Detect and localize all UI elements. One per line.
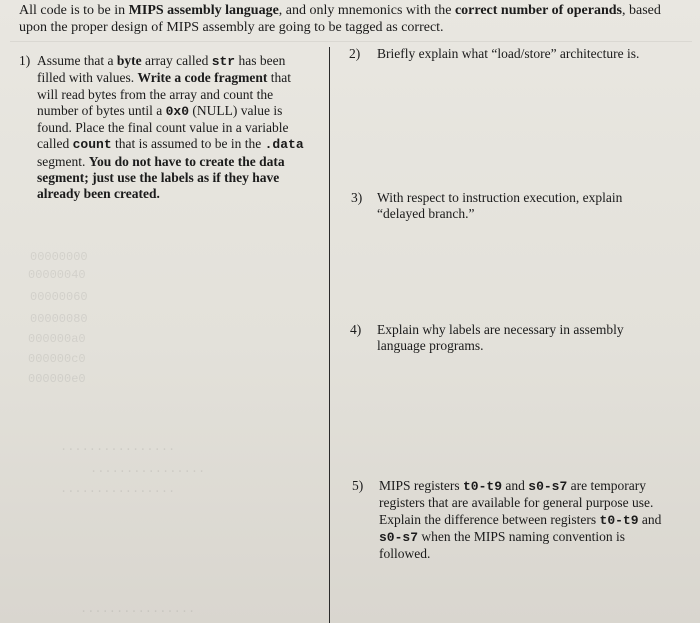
text-run-bold: byte — [116, 53, 142, 68]
text-run: has been filled with values. — [37, 53, 286, 86]
question-number: 5) — [352, 478, 364, 493]
text-run: and — [638, 511, 662, 527]
question-text: Explain why labels are necessary in assembly language programs. — [377, 322, 624, 354]
code-data-segment: .data — [264, 137, 304, 153]
instructions-text: All code is to be in — [19, 3, 129, 18]
instructions-emphasis-mips: MIPS assembly language — [128, 3, 279, 18]
header-underline — [10, 41, 692, 42]
code-label-str: str — [211, 54, 236, 69]
question-text — [379, 478, 671, 562]
code-registers-s: s0-s7 — [528, 479, 568, 494]
instructions-text: , and only mnemonics with the — [278, 3, 455, 18]
code-null-value: 0x0 — [165, 103, 190, 119]
question-number: 1) — [19, 53, 31, 68]
text-run-bold: You do not have to create the data segment; just use the labels as if they have already been created. — [37, 153, 285, 202]
text-run: that is assumed to be in the — [111, 136, 265, 152]
text-run: and — [502, 478, 529, 493]
question-text: Briefly explain what “load/store” architecture is. — [377, 46, 640, 61]
question-number: 4) — [350, 322, 362, 337]
text-run: are temporary registers that are available for general purpose use. Explain the difference between registers — [379, 478, 654, 527]
text-run: array called — [141, 53, 212, 68]
text-run: that will read bytes from the array and count the number of bytes until a — [37, 70, 291, 118]
bleed-through-background: 00000000 00000040 00000060 00000080 000000a0 000000c0 000000e0 ................ ................ ................ ................ — [28, 250, 206, 616]
code-registers-t: t0-t9 — [463, 479, 503, 494]
text-run: segment. — [37, 153, 89, 169]
text-run-bold: Write a code fragment — [137, 70, 268, 86]
code-registers-t: t0-t9 — [599, 512, 639, 528]
exam-instructions — [19, 2, 679, 36]
code-registers-s: s0-s7 — [379, 529, 419, 545]
text-run: MIPS registers — [379, 478, 463, 493]
text-run: (NULL) value is found. Place the final count value in a variable called — [37, 102, 289, 152]
text-run: Assume that a — [37, 53, 117, 68]
question-text — [37, 53, 313, 203]
instructions-text: , based upon the proper design of MIPS assembly are going to be tagged as correct. — [19, 3, 661, 35]
question-number: 3) — [351, 190, 363, 205]
question-text: With respect to instruction execution, explain “delayed branch.” — [377, 190, 623, 222]
column-divider — [329, 47, 330, 623]
instructions-emphasis-operands: correct number of operands — [454, 3, 623, 18]
text-run: when the MIPS naming convention is followed. — [379, 528, 625, 562]
question-number: 2) — [349, 46, 361, 61]
code-label-count: count — [72, 137, 112, 153]
